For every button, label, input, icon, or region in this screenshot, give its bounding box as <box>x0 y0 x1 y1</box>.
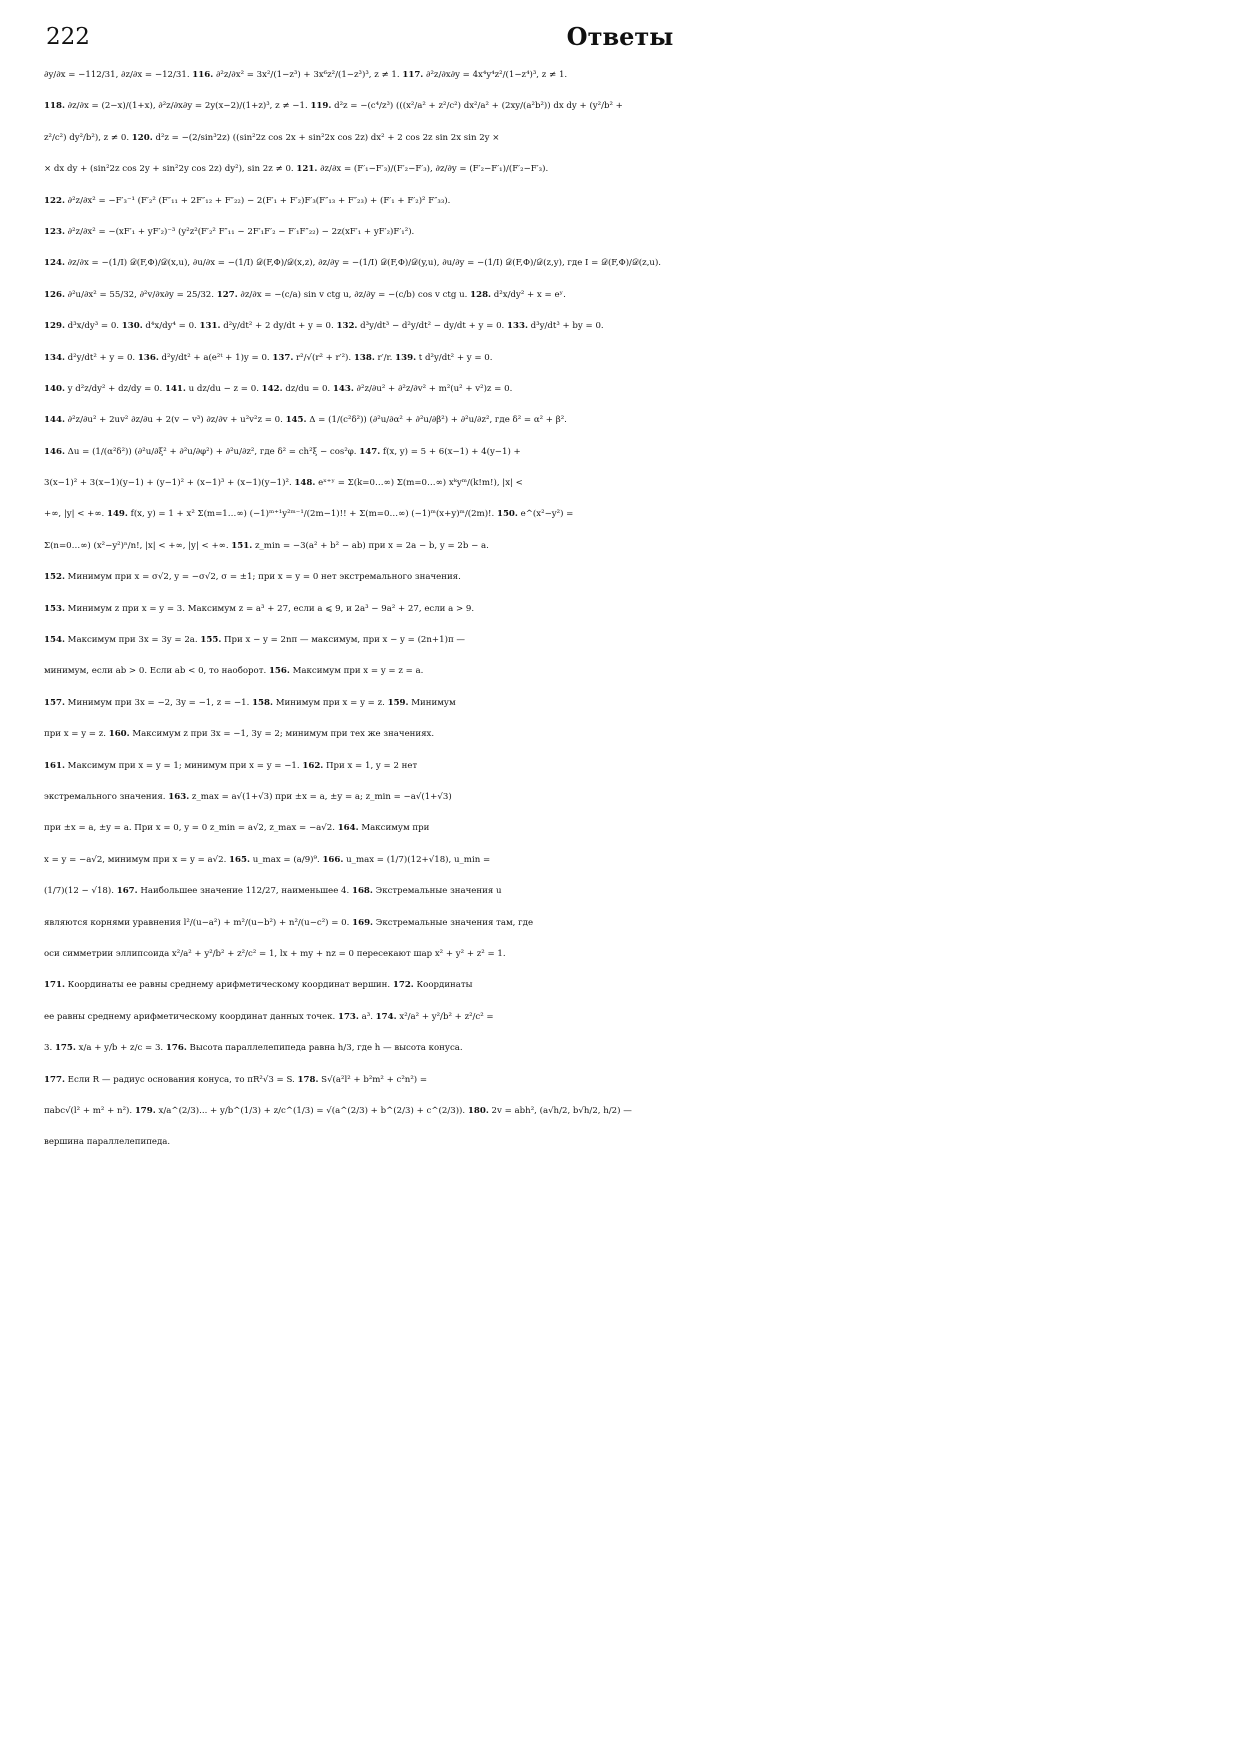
answer-number: 148. <box>294 478 316 489</box>
text-line <box>44 123 1196 154</box>
answer-text: Максимум при x = y = z = a. <box>289 666 424 677</box>
answer-number: 151. <box>231 540 253 551</box>
answer-text: Минимум при x = σ√2, y = −σ√2, σ = ±1; при x = y = 0 нет экстремального значения. <box>64 572 461 583</box>
text-line <box>44 499 1196 530</box>
answer-number: 167. <box>116 886 138 897</box>
answer-text: ∂²z/∂x² = 3x²/(1−z³) + 3x⁶z²/(1−z³)³, z ≠ 1. <box>213 70 403 80</box>
text-line <box>44 688 1196 719</box>
text-line <box>44 468 1196 499</box>
answer-text: Минимум z при x = y = 3. Максимум z = a³ + 27, если a ⩽ 9, и 2a³ − 9a² + 27, если a > 9. <box>64 603 475 614</box>
answer-number: 139. <box>395 352 417 363</box>
answer-number: 160. <box>108 729 130 740</box>
answer-number: 120. <box>131 132 153 143</box>
answer-number: 143. <box>332 383 354 394</box>
answer-number: 117. <box>402 70 424 80</box>
answer-number: 118. <box>44 101 65 112</box>
answer-text: При x − y = 2nπ — максимум, при x − y = (2n+1)π — <box>221 635 465 646</box>
answer-number: 122. <box>44 195 65 206</box>
answer-number: 171. <box>44 980 65 991</box>
text-line <box>44 248 1196 279</box>
answer-text: ∂y/∂x = −112/31, ∂z/∂x = −12/31. <box>44 70 193 80</box>
answer-text: ∂²z/∂x² = −F′₃⁻¹ (F′₂² (F″₁₁ + 2F″₁₂ + F″₂₂) − 2(F′₁ + F′₂)F′₃(F″₁₃ + F″₂₃) + (F′₁ + F′₂)² F″₃₃). <box>64 195 451 206</box>
answer-number: 124. <box>44 258 65 269</box>
answer-number: 123. <box>44 226 65 237</box>
answer-text: x/a^(2/3)... + y/b^(1/3) + z/c^(1/3) = √(a^(2/3) + b^(2/3) + c^(2/3)). <box>155 1105 468 1116</box>
answer-text: Минимум при x = y = z. <box>273 697 388 708</box>
answer-number: 161. <box>44 760 65 771</box>
answer-text: d²y/dt² + a(e²ᵗ + 1)y = 0. <box>158 352 273 363</box>
answer-number: 146. <box>44 446 65 457</box>
answer-number: 141. <box>164 383 186 394</box>
answer-text: S√(a²l² + b²m² + c²n²) = <box>318 1074 428 1085</box>
answer-number: 157. <box>44 697 65 708</box>
answer-number: 164. <box>337 823 359 834</box>
answer-number: 133. <box>507 321 528 332</box>
answer-text: z_min = −3(a² + b² − ab) при x = 2a − b, y = 2b − a. <box>252 540 489 551</box>
answer-text: минимум, если ab > 0. Если ab < 0, то наоборот. <box>44 666 269 677</box>
answer-text: x = y = −a√2, минимум при x = y = a√2. <box>44 854 230 865</box>
answer-text: r²/√(r² + r′²). <box>293 352 354 363</box>
text-line <box>44 374 1196 405</box>
answer-text: πabc√(l² + m² + n²). <box>44 1105 135 1116</box>
answer-text: d³y/dt³ − d²y/dt² − dy/dt + y = 0. <box>357 321 507 332</box>
answer-text: при ±x = a, ±y = a. При x = 0, y = 0 z_min = a√2, z_max = −a√2. <box>44 823 338 834</box>
answer-text: y d²z/dy² + dz/dy = 0. <box>64 383 165 394</box>
answer-text: 3(x−1)² + 3(x−1)(y−1) + (y−1)² + (x−1)³ + (x−1)(y−1)². <box>44 478 295 489</box>
answer-number: 177. <box>44 1074 65 1085</box>
answer-text: d²y/dt² + 2 dy/dt + y = 0. <box>220 321 337 332</box>
text-line <box>44 782 1196 813</box>
answer-number: 168. <box>351 886 373 897</box>
answer-number: 156. <box>268 666 290 677</box>
answer-text: eˣ⁺ʸ = Σ(k=0…∞) Σ(m=0…∞) xᵏyᵐ/(k!m!), |x| < <box>315 478 523 489</box>
answer-text: d²z = −(c⁴/z³) (((x²/a² + z²/c²) dx²/a² + (2xy/(a²b²)) dx dy + (y²/b² + <box>331 101 623 112</box>
answer-text: f(x, y) = 5 + 6(x−1) + 4(y−1) + <box>380 446 521 457</box>
answer-text: ∂²z/∂x² = −(xF′₁ + yF′₂)⁻³ (y²z²(F′₂² F″₁₁ − 2F′₁F′₂ − F′₁F″₂₂) − 2z(xF′₁ + yF′₂)F′₁²). <box>64 226 415 237</box>
answer-text: d²y/dt² + y = 0. <box>64 352 138 363</box>
answer-text: ∂²z/∂x∂y = 4x⁴y⁴z²/(1−z⁴)³, z ≠ 1. <box>423 70 568 80</box>
answer-text: u_max = (a/9)⁹. <box>249 854 323 865</box>
answer-number: 176. <box>165 1043 187 1054</box>
answer-text: вершина параллелепипеда. <box>44 1137 171 1148</box>
answer-text: x²/a² + y²/b² + z²/c² = <box>396 1011 494 1022</box>
text-line <box>44 1065 1196 1096</box>
answer-number: 128. <box>470 289 492 300</box>
text-line <box>44 154 1196 185</box>
answer-number: 175. <box>54 1043 76 1054</box>
answer-text: Δu = (1/(α²δ²)) (∂²u/∂ξ² + ∂²u/∂φ²) + ∂²u/∂z², где δ² = ch²ξ − cos²φ. <box>64 446 360 457</box>
answer-text: dz/du = 0. <box>282 383 333 394</box>
answer-text: d³x/dy³ = 0. <box>64 321 122 332</box>
answer-text: d²z = −(2/sin³2z) ((sin²2z cos 2x + sin²2x cos 2z) dx² + 2 cos 2z sin 2x sin 2y × <box>152 132 500 143</box>
text-line <box>44 751 1196 782</box>
text-line <box>44 1002 1196 1033</box>
text-line <box>44 311 1196 342</box>
answer-text: При x = 1, y = 2 нет <box>323 760 418 771</box>
answer-number: 174. <box>375 1011 397 1022</box>
answer-text: × dx dy + (sin²2z cos 2y + sin²2y cos 2z) dy²), sin 2z ≠ 0. <box>44 164 297 175</box>
answer-number: 145. <box>285 415 307 426</box>
text-line <box>44 186 1196 217</box>
answer-number: 129. <box>44 321 65 332</box>
text-line <box>44 939 1196 970</box>
answer-text: r′/r. <box>374 352 396 363</box>
text-line <box>44 594 1196 625</box>
answer-number: 178. <box>297 1074 319 1085</box>
answer-text: ∂²u/∂x² = 55/32, ∂²v/∂x∂y = 25/32. <box>64 289 217 300</box>
answer-text: Высота параллелепипеда равна h/3, где h — высота конуса. <box>186 1043 463 1054</box>
answer-text: u dz/du − z = 0. <box>185 383 262 394</box>
answer-number: 130. <box>121 321 143 332</box>
page-header <box>44 18 1196 54</box>
answer-number: 165. <box>229 854 250 865</box>
text-line <box>44 405 1196 436</box>
answer-text: Координаты <box>413 980 473 991</box>
answer-number: 127. <box>216 289 238 300</box>
answer-text: ее равны среднему арифметическому координат данных точек. <box>44 1011 338 1022</box>
answer-text: Экстремальные значения u <box>372 886 502 897</box>
answer-text: z_max = a√(1+√3) при ±x = a, ±y = a; z_min = −a√(1+√3) <box>189 791 452 802</box>
text-line <box>44 845 1196 876</box>
answer-text: d³y/dt³ + by = 0. <box>527 321 604 332</box>
answer-number: 155. <box>200 635 222 646</box>
text-line <box>44 908 1196 939</box>
text-line <box>44 1096 1196 1127</box>
answer-text: Наибольшее значение 112/27, наименьшее 4. <box>137 886 352 897</box>
text-line <box>44 625 1196 656</box>
answer-text: ∂z/∂x = −(1/I) 𝒟(F,Φ)/𝒟(x,u), ∂u/∂x = −(1/I) 𝒟(F,Φ)/𝒟(x,z), ∂z/∂y = −(1/I) 𝒟(F,Φ)/𝒟(y,u), ∂u/∂y = −(1/I) 𝒟(F,Φ)/𝒟(z,y), где I = 𝒟(F,Φ)/𝒟(z,u). <box>64 258 662 269</box>
text-line <box>44 60 1196 91</box>
text-line <box>44 437 1196 468</box>
text-line <box>44 280 1196 311</box>
answer-text: ∂²z/∂u² + ∂²z/∂v² + m²(u² + v²)z = 0. <box>353 383 513 394</box>
answer-number: 162. <box>302 760 324 771</box>
answer-number: 166. <box>322 854 344 865</box>
answer-text: ∂²z/∂u² + 2uv² ∂z/∂u + 2(v − v³) ∂z/∂v + u²v²z = 0. <box>64 415 286 426</box>
answer-text: Максимум при 3x = 3y = 2a. <box>64 635 201 646</box>
answer-number: 152. <box>44 572 65 583</box>
text-line <box>44 91 1196 122</box>
answer-number: 150. <box>496 509 518 520</box>
answer-number: 159. <box>387 697 409 708</box>
answer-number: 172. <box>392 980 414 991</box>
answer-text: d⁴x/dy⁴ = 0. <box>142 321 200 332</box>
answer-text: Максимум z при 3x = −1, 3y = 2; минимум при тех же значениях. <box>129 729 435 740</box>
answer-number: 147. <box>359 446 381 457</box>
answer-number: 137. <box>272 352 294 363</box>
answer-number: 121. <box>296 164 318 175</box>
text-line <box>44 217 1196 248</box>
answer-number: 138. <box>353 352 375 363</box>
answer-text: 3. <box>44 1043 55 1054</box>
answer-number: 136. <box>137 352 159 363</box>
answer-number: 142. <box>261 383 283 394</box>
answer-text: Если R — радиус основания конуса, то πR²√3 = S. <box>64 1074 298 1085</box>
answer-text: a³. <box>358 1011 376 1022</box>
text-line <box>44 813 1196 844</box>
answer-text: ∂z/∂x = −(c/a) sin v ctg u, ∂z/∂y = −(c/b) cos v ctg u. <box>237 289 471 300</box>
answer-text: оси симметрии эллипсоида x²/a² + y²/b² + z²/c² = 1, lx + my + nz = 0 пересекают шар x² + y² + z² = 1. <box>44 948 506 959</box>
answer-number: 116. <box>192 70 214 80</box>
answer-text: Максимум при x = y = 1; минимум при x = y = −1. <box>64 760 303 771</box>
answer-number: 134. <box>44 352 65 363</box>
text-line <box>44 1127 1196 1158</box>
answers-body <box>44 60 1196 1159</box>
text-line <box>44 719 1196 750</box>
answer-text: +∞, |y| < +∞. <box>44 509 107 520</box>
text-line <box>44 970 1196 1001</box>
answer-text: при x = y = z. <box>44 729 109 740</box>
text-line <box>44 343 1196 374</box>
answer-number: 173. <box>337 1011 359 1022</box>
answer-text: Δ = (1/(c²δ²)) (∂²u/∂α² + ∂²u/∂β²) + ∂²u/∂z², где δ² = α² + β². <box>306 415 567 426</box>
page-number: 222 <box>46 24 90 50</box>
answer-text: Минимум при 3x = −2, 3y = −1, z = −1. <box>64 697 253 708</box>
answer-text: Максимум при <box>358 823 430 834</box>
answer-text: e^(x²−y²) = <box>517 509 574 520</box>
answer-number: 169. <box>352 917 374 928</box>
answer-text: d²x/dy² + x = eʸ. <box>491 289 566 300</box>
text-line <box>44 656 1196 687</box>
answer-number: 158. <box>252 697 273 708</box>
answer-text: Минимум <box>408 697 456 708</box>
answer-text: f(x, y) = 1 + x² Σ(m=1…∞) (−1)ᵐ⁺¹y²ᵐ⁻¹/(2m−1)!! + Σ(m=0…∞) (−1)ᵐ(x+y)ᵐ/(2m)!. <box>127 509 497 520</box>
answer-text: 2v = abh², (a√h/2, b√h/2, h/2) — <box>488 1105 632 1116</box>
answer-text: x/a + y/b + z/c = 3. <box>75 1043 166 1054</box>
answer-number: 179. <box>134 1105 156 1116</box>
answer-number: 153. <box>44 603 65 614</box>
text-line <box>44 1033 1196 1064</box>
text-line <box>44 562 1196 593</box>
answer-number: 131. <box>199 321 221 332</box>
page-title: Ответы <box>566 22 674 51</box>
answer-number: 140. <box>44 383 65 394</box>
answer-text: Σ(n=0…∞) (x²−y²)ⁿ/n!, |x| < +∞, |y| < +∞. <box>44 540 232 551</box>
answer-text: (1/7)(12 − √18). <box>44 886 117 897</box>
answer-number: 154. <box>44 635 65 646</box>
answer-text: t d²y/dt² + y = 0. <box>416 352 493 363</box>
answer-number: 119. <box>310 101 332 112</box>
answer-text: Экстремальные значения там, где <box>373 917 534 928</box>
answer-number: 126. <box>44 289 65 300</box>
answer-number: 144. <box>44 415 65 426</box>
answer-text: ∂z/∂x = (F′₁−F′₃)/(F′₂−F′₃), ∂z/∂y = (F′₂−F′₁)/(F′₂−F′₃). <box>317 164 549 175</box>
answer-text: u_max = (1/7)(12+√18), u_min = <box>343 854 491 865</box>
text-line <box>44 531 1196 562</box>
text-line <box>44 876 1196 907</box>
document-page <box>44 18 1196 1159</box>
answer-number: 180. <box>467 1105 489 1116</box>
answer-number: 132. <box>336 321 358 332</box>
answer-text: экстремального значения. <box>44 791 169 802</box>
answer-number: 163. <box>168 791 190 802</box>
answer-number: 149. <box>106 509 128 520</box>
answer-text: ∂z/∂x = (2−x)/(1+x), ∂²z/∂x∂y = 2y(x−2)/(1+z)³, z ≠ −1. <box>64 101 311 112</box>
answer-text: z²/c²) dy²/b²), z ≠ 0. <box>44 132 132 143</box>
answer-text: являются корнями уравнения l²/(u−a²) + m²/(u−b²) + n²/(u−c²) = 0. <box>44 917 353 928</box>
answer-text: Координаты ее равны среднему арифметическому координат вершин. <box>64 980 393 991</box>
